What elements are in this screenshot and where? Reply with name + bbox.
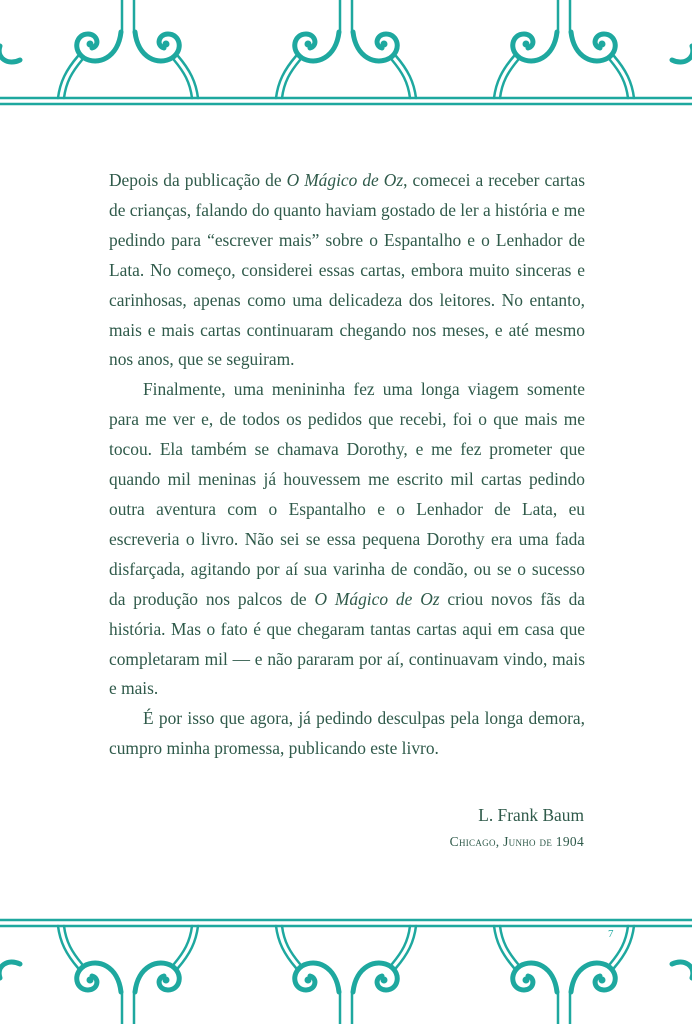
preface-text <box>109 166 585 764</box>
paragraph-1-text: Depois da publicação de <box>109 170 287 190</box>
book-title: O Mágico de Oz <box>314 588 440 609</box>
page-number: 7 <box>608 928 614 940</box>
top-ornamental-border <box>0 0 692 112</box>
bottom-ornamental-border <box>0 912 692 1024</box>
author-name: L. Frank Baum <box>478 805 584 825</box>
paragraph-1-text-cont: , comecei a receber cartas de crianças, falando do quanto haviam gostado de ler a história e me pedindo para “escrever mais” sobre o Espantalho e o Lenhador de Lata. No começo, considerei essas cartas, embora muito sinceras e carinhosas, apenas como uma delicadeza dos leitores. No entanto, mais e mais cartas continuaram chegando nos meses, e até mesmo nos anos, que se seguiram. <box>109 170 585 370</box>
book-title: O Mágico de Oz <box>286 170 404 190</box>
paragraph-2-text-cont: criou novos fãs da história. Mas o fato é que chegaram tantas cartas aqui em casa que completaram mil — e não pararam por aí, continuavam vindo, mais e mais. <box>109 588 585 699</box>
signature <box>450 800 584 854</box>
paragraph-2 <box>109 375 585 704</box>
paragraph-1 <box>109 166 585 375</box>
place-date: Chicago, Junho de 1904 <box>449 834 584 849</box>
paragraph-3: É por isso que agora, já pedindo desculpas pela longa demora, cumpro minha promessa, publicando este livro. <box>109 708 585 759</box>
paragraph-2-text: Finalmente, uma menininha fez uma longa viagem somente para me ver e, de todos os pedidos que recebi, foi o que mais me tocou. Ela também se chamava Dorothy, e me fez prometer que quando mil meninas já houvessem me escrito mil cartas pedindo outra aventura com o Espantalho e o Lenhador de Lata, eu escreveria o livro. Não sei se essa pequena Dorothy era uma fada disfarçada, agitando por aí sua varinha de condão, ou se o sucesso da produção nos palcos de <box>109 379 585 609</box>
